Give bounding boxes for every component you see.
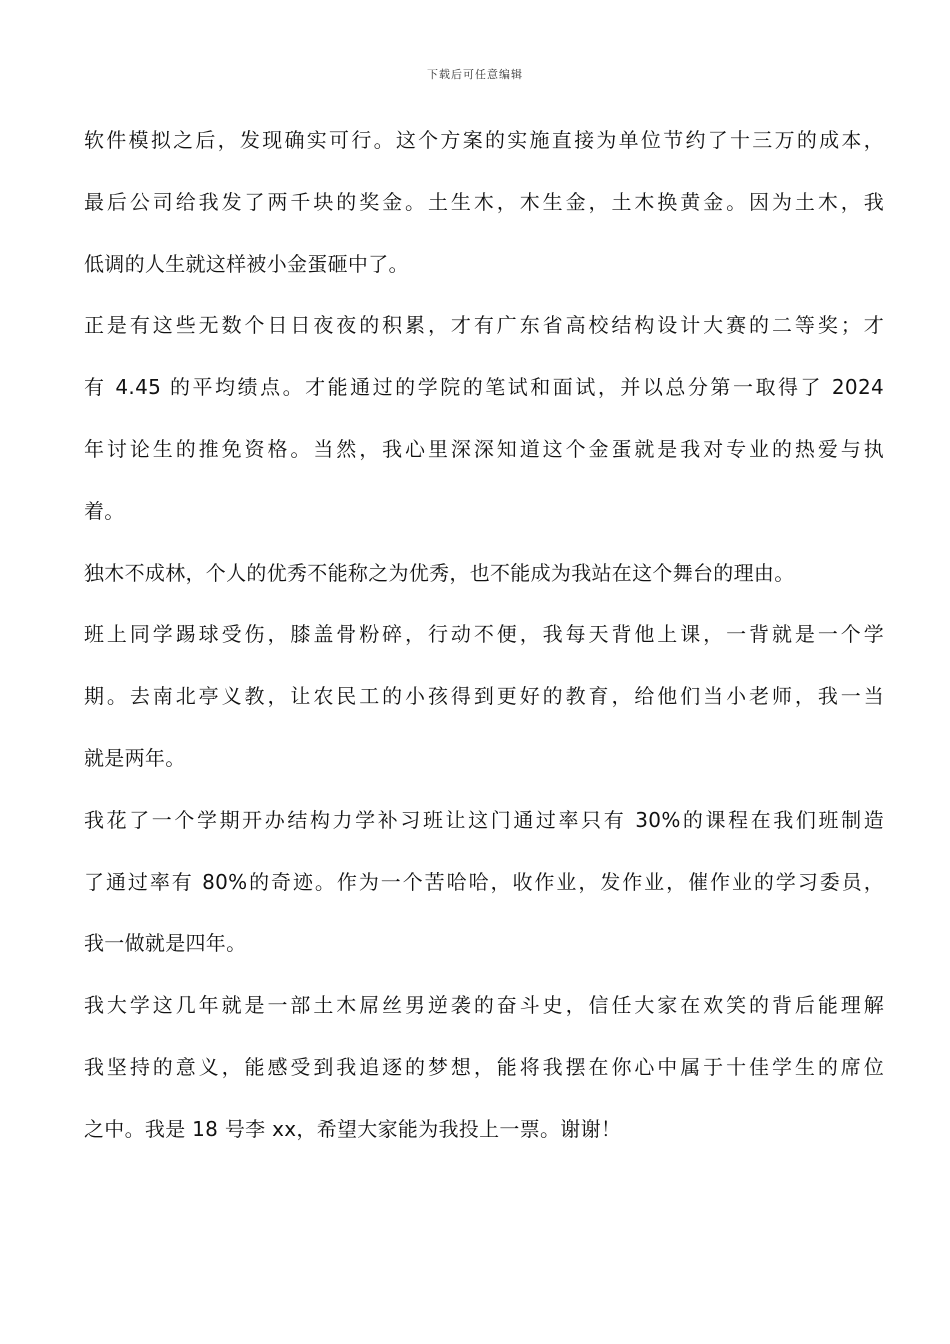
text-line-13: 了通过率有 80%的奇迹。作为一个苦哈哈，收作业，发作业，催作业的学习委员， — [84, 869, 884, 894]
text-line-4: 正是有这些无数个日日夜夜的积累，才有广东省高校结构设计大赛的二等奖；才 — [84, 313, 884, 338]
text-line-16: 我坚持的意义，能感受到我追逐的梦想，能将我摆在你心中属于十佳学生的席位 — [84, 1054, 884, 1079]
text-line-14: 我一做就是四年。 — [84, 931, 247, 956]
text-line-1: 软件模拟之后，发现确实可行。这个方案的实施直接为单位节约了十三万的成本， — [84, 128, 884, 152]
page-header: 下载后可任意编辑 — [427, 68, 523, 81]
text-line-5: 有 4.45 的平均绩点。才能通过的学院的笔试和面试，并以总分第一取得了 2024 — [84, 375, 884, 400]
text-line-3: 低调的人生就这样被小金蛋砸中了。 — [84, 251, 409, 276]
text-line-9: 班上同学踢球受伤，膝盖骨粉碎，行动不便，我每天背他上课，一背就是一个学 — [84, 622, 884, 647]
text-line-7: 着。 — [84, 498, 125, 523]
text-line-15: 我大学这几年就是一部土木屌丝男逆袭的奋斗史，信任大家在欢笑的背后能理解 — [84, 993, 884, 1018]
text-line-8: 独木不成林，个人的优秀不能称之为优秀，也不能成为我站在这个舞台的理由。 — [84, 560, 795, 585]
text-line-2: 最后公司给我发了两千块的奖金。土生木，木生金，土木换黄金。因为土木，我 — [84, 189, 884, 214]
text-line-11: 就是两年。 — [84, 745, 186, 770]
text-line-6: 年讨论生的推免资格。当然，我心里深深知道这个金蛋就是我对专业的热爱与执 — [84, 436, 884, 461]
document-body — [84, 110, 884, 1161]
text-line-10: 期。去南北亭义教，让农民工的小孩得到更好的教育，给他们当小老师，我一当 — [84, 684, 884, 709]
text-line-17: 之中。我是 18 号李 xx，希望大家能为我投上一票。谢谢！ — [84, 1116, 622, 1141]
text-line-12: 我花了一个学期开办结构力学补习班让这门通过率只有 30%的课程在我们班制造 — [84, 807, 884, 832]
